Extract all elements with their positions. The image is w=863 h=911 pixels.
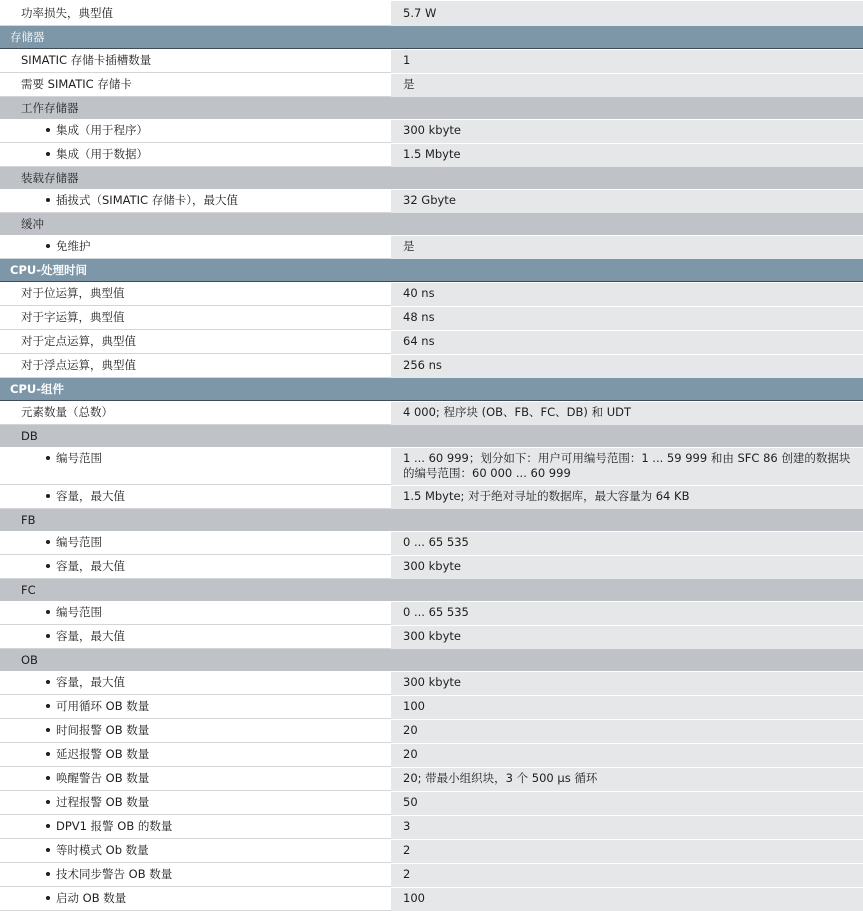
spec-label-cell — [0, 556, 391, 579]
subsection-value-cell — [391, 649, 863, 671]
spec-value: 1.5 Mbyte; 对于绝对寻址的数据库，最大容量为 64 KB — [391, 486, 863, 509]
spec-value: 256 ns — [391, 355, 863, 378]
spec-label-cell — [0, 744, 391, 767]
spec-row — [0, 767, 863, 791]
spec-row — [0, 143, 863, 167]
subsection-value-cell — [391, 509, 863, 531]
spec-row — [0, 815, 863, 839]
spec-label: 需要 SIMATIC 存储卡 — [21, 77, 132, 91]
bullet-icon — [46, 634, 50, 638]
subsection-value-cell — [391, 213, 863, 235]
spec-value: 300 kbyte — [391, 672, 863, 695]
subsection-label: DB — [21, 429, 38, 443]
spec-label: 可用循环 OB 数量 — [56, 699, 150, 713]
bullet-icon — [46, 540, 50, 544]
spec-value: 300 kbyte — [391, 120, 863, 143]
spec-value: 32 Gbyte — [391, 190, 863, 213]
spec-label-cell — [0, 190, 391, 213]
bullet-icon — [46, 752, 50, 756]
spec-label-cell — [0, 720, 391, 743]
bullet-icon — [46, 494, 50, 498]
subsection-label: 装载存储器 — [21, 171, 79, 185]
bullet-icon — [46, 800, 50, 804]
spec-value: 1 ... 60 999；划分如下：用户可用编号范围：1 ... 59 999 和由 SFC 86 创建的数据块的编号范围：60 000 ... 60 999 — [391, 448, 863, 485]
spec-label-cell — [0, 532, 391, 555]
bullet-icon — [46, 610, 50, 614]
bullet-icon — [46, 456, 50, 460]
spec-label: 容量，最大值 — [56, 675, 125, 689]
bullet-icon — [46, 872, 50, 876]
bullet-icon — [46, 728, 50, 732]
spec-label: DPV1 报警 OB 的数量 — [56, 819, 173, 833]
spec-row — [0, 485, 863, 509]
spec-label-cell — [0, 816, 391, 839]
spec-value: 48 ns — [391, 307, 863, 330]
subsection-header — [0, 579, 863, 601]
spec-row — [0, 401, 863, 425]
spec-label: 功率损失，典型值 — [21, 6, 113, 20]
spec-row — [0, 282, 863, 306]
spec-value: 100 — [391, 696, 863, 719]
subsection-value-cell — [391, 97, 863, 119]
spec-row — [0, 839, 863, 863]
spec-value: 3 — [391, 816, 863, 839]
spec-row — [0, 863, 863, 887]
bullet-icon — [46, 824, 50, 828]
spec-label-cell — [0, 696, 391, 719]
bullet-icon — [46, 564, 50, 568]
spec-row — [0, 695, 863, 719]
spec-label-cell — [0, 283, 391, 306]
spec-value: 5.7 W — [391, 1, 863, 26]
spec-label-cell — [0, 1, 391, 26]
spec-value: 1 — [391, 50, 863, 73]
spec-label: 技术同步警告 OB 数量 — [56, 867, 173, 881]
spec-label: 时间报警 OB 数量 — [56, 723, 150, 737]
spec-label: 编号范围 — [56, 605, 102, 619]
spec-value: 100 — [391, 888, 863, 911]
spec-value: 是 — [391, 236, 863, 259]
section-header: CPU-组件 — [0, 378, 863, 401]
spec-label: 容量，最大值 — [56, 559, 125, 573]
spec-label: 集成（用于数据） — [56, 147, 148, 161]
spec-row — [0, 887, 863, 911]
spec-label-cell — [0, 307, 391, 330]
spec-row — [0, 119, 863, 143]
bullet-icon — [46, 128, 50, 132]
spec-label: 唤醒警告 OB 数量 — [56, 771, 150, 785]
subsection-label: 工作存储器 — [21, 101, 79, 115]
spec-label-cell — [0, 120, 391, 143]
spec-row — [0, 0, 863, 26]
spec-value: 0 ... 65 535 — [391, 602, 863, 625]
subsection-header — [0, 213, 863, 235]
subsection-label: FC — [21, 583, 36, 597]
spec-label-cell — [0, 672, 391, 695]
spec-value: 2 — [391, 864, 863, 887]
spec-label-cell — [0, 840, 391, 863]
bullet-icon — [46, 896, 50, 900]
spec-label: 过程报警 OB 数量 — [56, 795, 150, 809]
spec-label: 容量，最大值 — [56, 629, 125, 643]
subsection-header — [0, 649, 863, 671]
spec-row — [0, 625, 863, 649]
subsection-header — [0, 509, 863, 531]
spec-label: 插拔式（SIMATIC 存储卡），最大值 — [56, 193, 238, 207]
subsection-value-cell — [391, 167, 863, 189]
subsection-header — [0, 167, 863, 189]
spec-value: 20 — [391, 720, 863, 743]
spec-value: 300 kbyte — [391, 626, 863, 649]
spec-label-cell — [0, 74, 391, 97]
subsection-label: FB — [21, 513, 36, 527]
spec-label-cell — [0, 486, 391, 509]
spec-value: 50 — [391, 792, 863, 815]
spec-label-cell — [0, 864, 391, 887]
spec-label-cell — [0, 768, 391, 791]
spec-label: 编号范围 — [56, 535, 102, 549]
bullet-icon — [46, 198, 50, 202]
spec-label: 容量，最大值 — [56, 489, 125, 503]
spec-value: 300 kbyte — [391, 556, 863, 579]
spec-label-cell — [0, 448, 391, 485]
spec-label-cell — [0, 602, 391, 625]
spec-label-cell — [0, 355, 391, 378]
spec-row — [0, 555, 863, 579]
spec-label: 元素数量（总数） — [21, 405, 113, 419]
spec-row — [0, 671, 863, 695]
spec-row — [0, 791, 863, 815]
spec-label-cell — [0, 50, 391, 73]
spec-value: 4 000; 程序块 (OB、FB、FC、DB) 和 UDT — [391, 402, 863, 425]
bullet-icon — [46, 704, 50, 708]
bullet-icon — [46, 244, 50, 248]
spec-value: 40 ns — [391, 283, 863, 306]
spec-label-cell — [0, 402, 391, 425]
spec-row — [0, 354, 863, 378]
spec-row — [0, 743, 863, 767]
spec-label-cell — [0, 626, 391, 649]
spec-row — [0, 531, 863, 555]
spec-row — [0, 235, 863, 259]
spec-label: 对于位运算，典型值 — [21, 286, 125, 300]
spec-value: 20; 带最小组织块，3 个 500 µs 循环 — [391, 768, 863, 791]
spec-label: 对于字运算，典型值 — [21, 310, 125, 324]
section-header: CPU-处理时间 — [0, 259, 863, 282]
bullet-icon — [46, 848, 50, 852]
spec-row — [0, 306, 863, 330]
spec-label: SIMATIC 存储卡插槽数量 — [21, 53, 152, 67]
spec-value: 20 — [391, 744, 863, 767]
section-header: 存储器 — [0, 26, 863, 49]
spec-row — [0, 447, 863, 485]
spec-label: 编号范围 — [56, 451, 102, 465]
spec-value: 64 ns — [391, 331, 863, 354]
spec-label-cell — [0, 888, 391, 911]
subsection-value-cell — [391, 425, 863, 447]
spec-row — [0, 73, 863, 97]
subsection-header — [0, 97, 863, 119]
spec-label: 等时模式 Ob 数量 — [56, 843, 149, 857]
subsection-value-cell — [391, 579, 863, 601]
bullet-icon — [46, 776, 50, 780]
spec-label: 启动 OB 数量 — [56, 891, 127, 905]
spec-label: 免维护 — [56, 239, 91, 253]
spec-label-cell — [0, 331, 391, 354]
bullet-icon — [46, 680, 50, 684]
spec-value: 0 ... 65 535 — [391, 532, 863, 555]
spec-label-cell — [0, 792, 391, 815]
spec-label-cell — [0, 144, 391, 167]
spec-row — [0, 49, 863, 73]
spec-label: 对于定点运算，典型值 — [21, 334, 136, 348]
spec-row — [0, 189, 863, 213]
spec-row — [0, 719, 863, 743]
subsection-header — [0, 425, 863, 447]
spec-value: 是 — [391, 74, 863, 97]
spec-value: 2 — [391, 840, 863, 863]
subsection-label: OB — [21, 653, 38, 667]
spec-row — [0, 330, 863, 354]
spec-label: 集成（用于程序） — [56, 123, 148, 137]
subsection-label: 缓冲 — [21, 217, 44, 231]
spec-label: 延迟报警 OB 数量 — [56, 747, 150, 761]
spec-row — [0, 601, 863, 625]
spec-label: 对于浮点运算，典型值 — [21, 358, 136, 372]
spec-label-cell — [0, 236, 391, 259]
spec-value: 1.5 Mbyte — [391, 144, 863, 167]
bullet-icon — [46, 152, 50, 156]
